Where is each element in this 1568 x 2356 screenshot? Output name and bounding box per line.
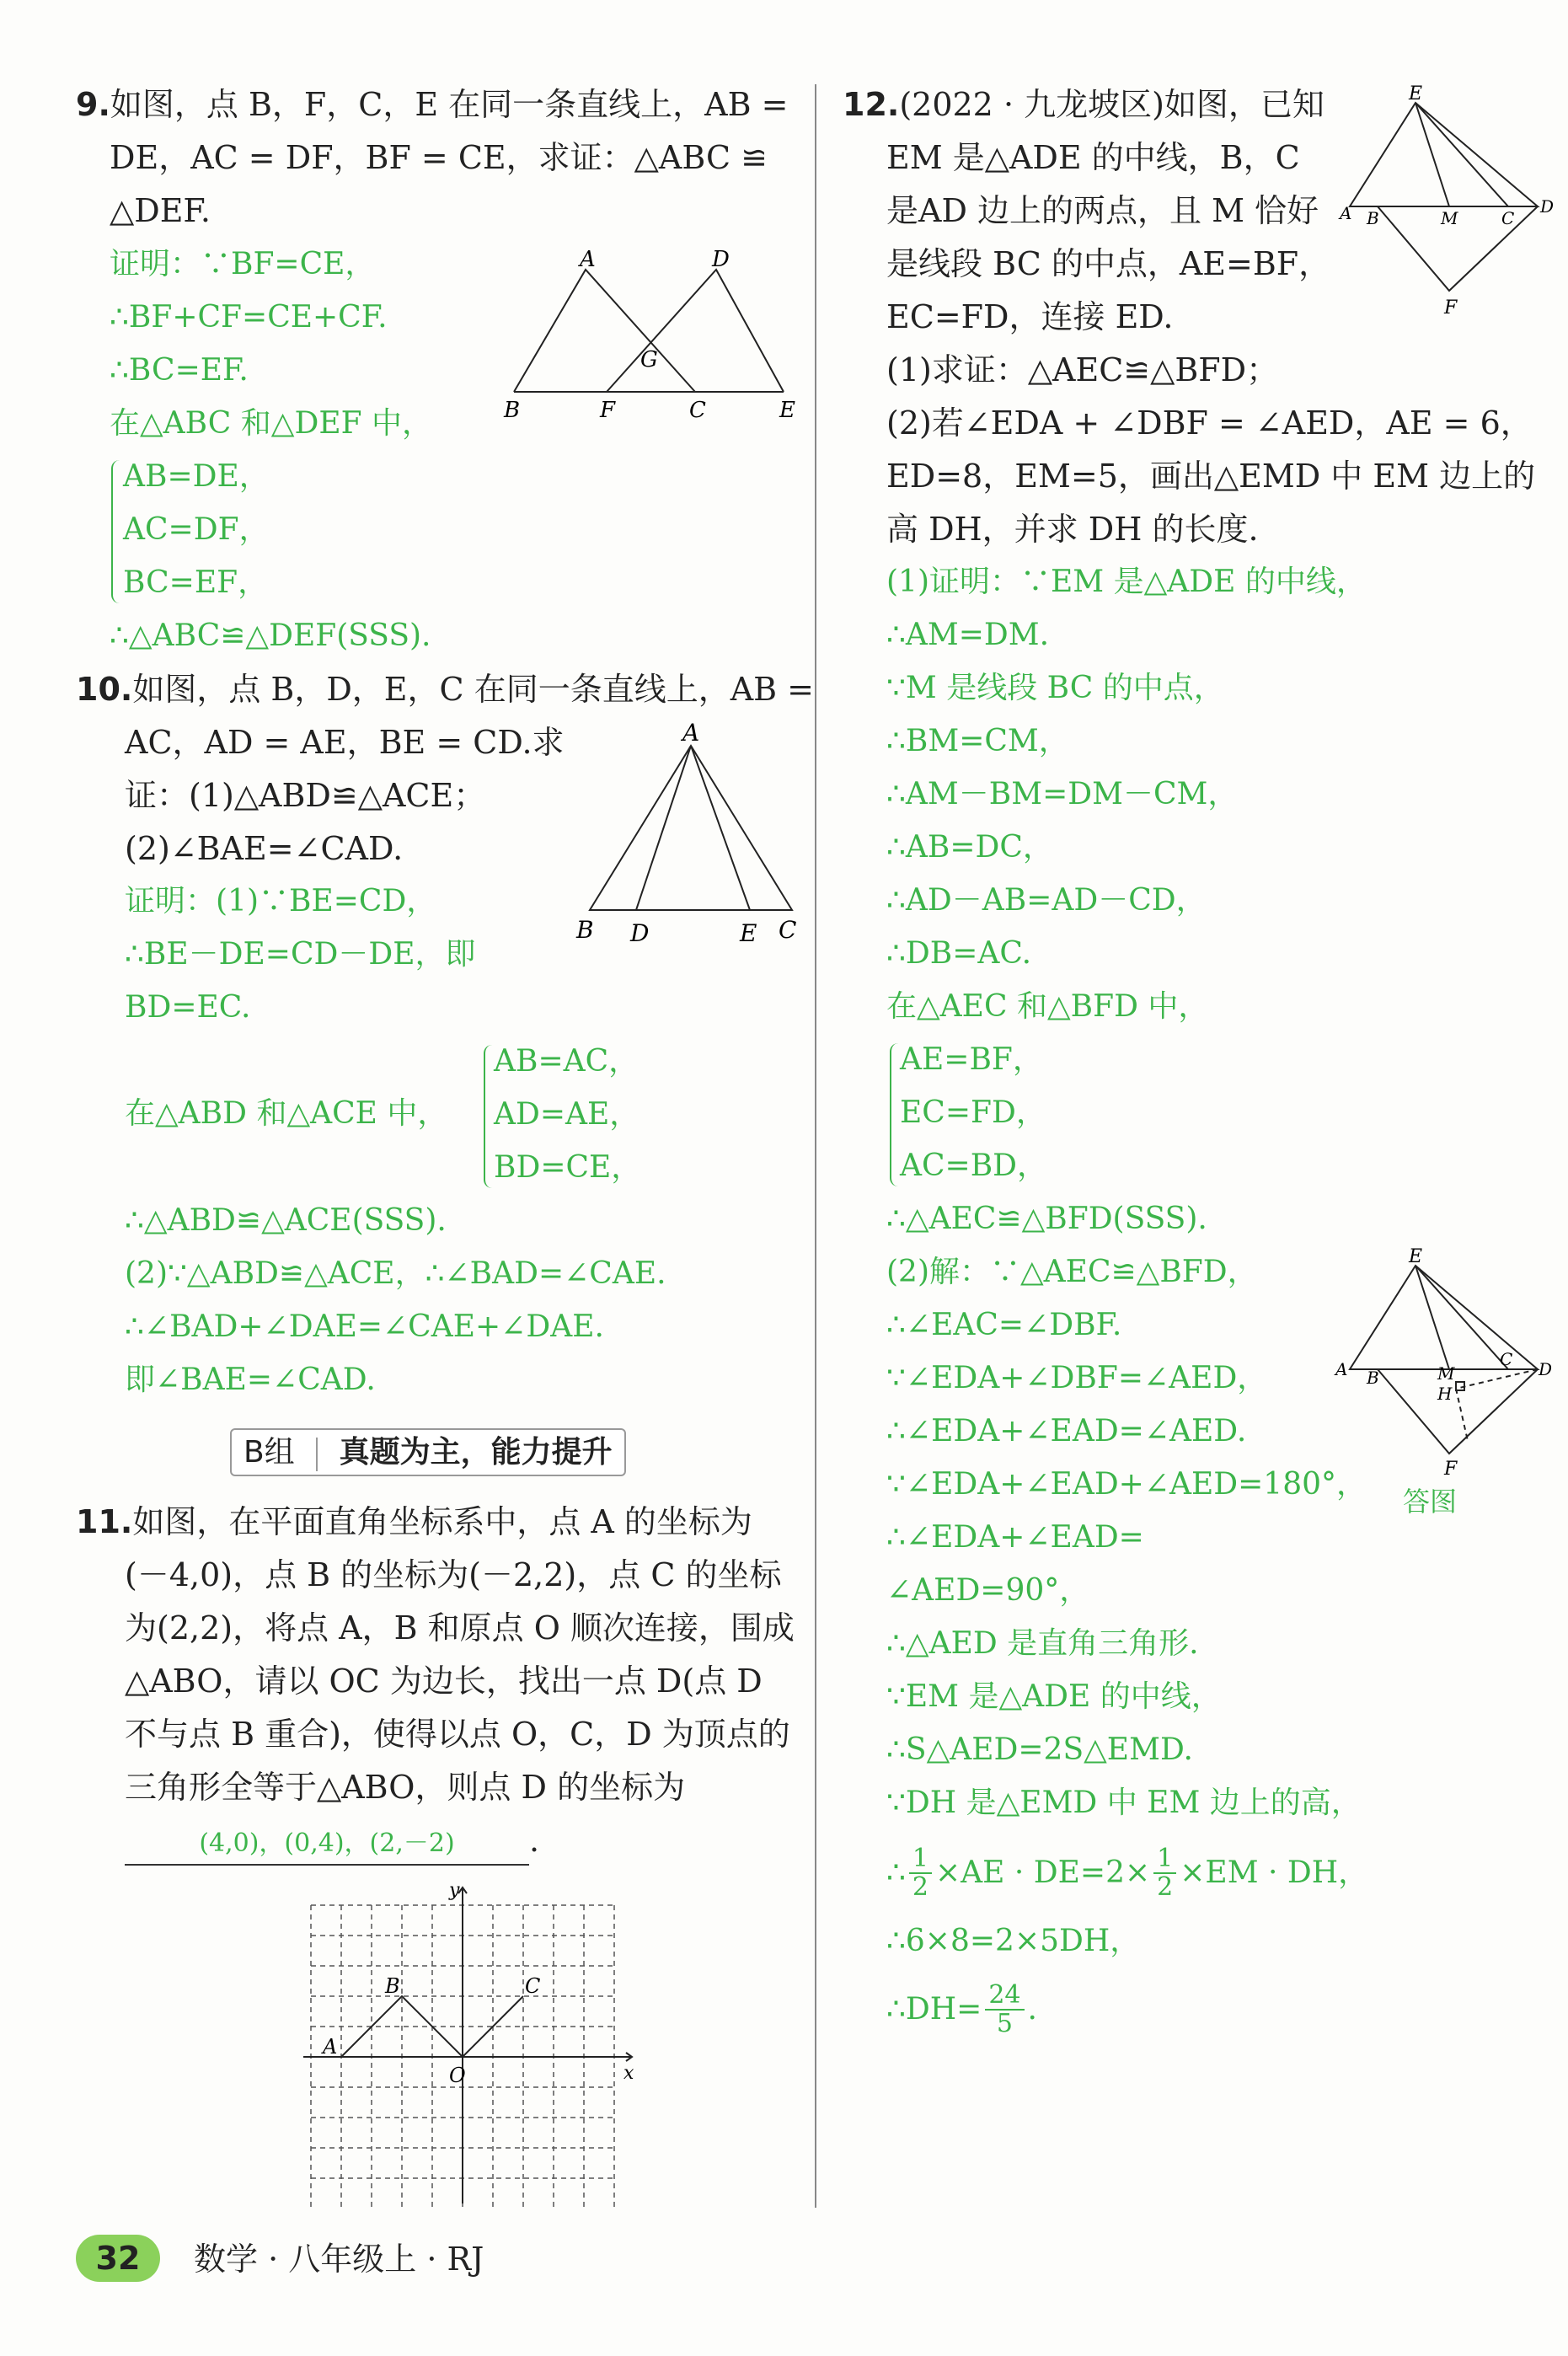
q10-label-b: B xyxy=(576,916,594,944)
q12-ans-label-a: A xyxy=(1335,1359,1348,1379)
q10-answer-7: BD=CE， xyxy=(494,1150,642,1185)
q11-label-a: A xyxy=(323,2035,338,2059)
q12-label-f: F xyxy=(1444,297,1458,319)
group-title: 真题为主，能力提升 xyxy=(339,1434,613,1470)
q11-line-1: 11.如图，在平面直角坐标系中，点 A 的坐标为 xyxy=(76,1503,752,1540)
q10-label-d: D xyxy=(630,919,650,947)
group-b-banner xyxy=(230,1428,626,1476)
q10-line-2: AC，AD = AE，BE = CD.求 xyxy=(125,724,565,761)
q10-label-c: C xyxy=(779,916,797,944)
q12-ans-label-d: D xyxy=(1539,1359,1553,1379)
q12-line-6: (1)求证：△AEC≌△BFD； xyxy=(886,351,1279,388)
column-divider xyxy=(815,84,816,2208)
q12-answer-12: AC=BD， xyxy=(900,1149,1048,1183)
q12-answer-18: ∵∠EDA+∠EAD+∠AED=180°， xyxy=(886,1467,1367,1502)
page-number-badge: 32 xyxy=(76,2235,160,2282)
q12-answer-8: ∴DB=AC. xyxy=(886,936,1032,971)
q11-label-x: x xyxy=(623,2063,634,2084)
q9-answer-7: BC=EF， xyxy=(123,565,269,600)
q9-label-d: D xyxy=(712,247,730,272)
q12-line-3: 是AD 边上的两点，且 M 恰好 xyxy=(886,192,1319,229)
q12-line-4: 是线段 BC 的中点，AE=BF， xyxy=(886,245,1331,282)
q12-fraction-half-1: $\frac{1}{2}$ xyxy=(909,1845,932,1901)
q11-answer-blank: (4,0)，(0,4)，(2,－2) xyxy=(125,1823,529,1866)
q10-answer-10: ∴∠BAD+∠DAE=∠CAE+∠DAE. xyxy=(125,1309,604,1344)
q12-answer-6: ∴AB=DC， xyxy=(886,830,1053,865)
q12-answer-16: ∵∠EDA+∠DBF=∠AED， xyxy=(886,1361,1268,1395)
q12-line-9: 高 DH，并求 DH 的长度. xyxy=(886,511,1259,548)
q10-answer-4: 在△ABD 和△ACE 中， xyxy=(125,1096,448,1131)
q10-answer-5: AB=AC， xyxy=(494,1044,640,1079)
q12-line-5: EC=FD，连接 ED. xyxy=(886,298,1174,335)
q9-answer-8: ∴△ABC≌△DEF(SSS). xyxy=(110,618,431,653)
q9-answer-2: ∴BF+CF=CE+CF. xyxy=(110,300,388,335)
q12-answer-7: ∴AD－AB=AD－CD， xyxy=(886,883,1207,918)
q10-line-1: 10.如图，点 B，D，E，C 在同一条直线上，AB = xyxy=(76,671,814,708)
q10-answer-8: ∴△ABD≌△ACE(SSS). xyxy=(125,1203,447,1238)
q9-answer-3: ∴BC=EF. xyxy=(110,353,249,388)
q9-label-c: C xyxy=(689,398,706,423)
q12-figure xyxy=(1340,83,1555,320)
q12-ans-label-c: C xyxy=(1500,1349,1513,1369)
q12-answer-20: ∠AED=90°， xyxy=(886,1573,1090,1608)
q9-line-1: 9.如图，点 B，F，C，E 在同一条直线上，AB = xyxy=(76,86,789,123)
q9-answer-4: 在△ABC 和△DEF 中， xyxy=(110,406,433,441)
q11-answer-line: (4,0)，(0,4)，(2,－2) . xyxy=(125,1820,539,1866)
q11-label-y: y xyxy=(449,1880,460,1901)
q11-label-b: B xyxy=(385,1974,400,1998)
q12-line-7: (2)若∠EDA + ∠DBF = ∠AED，AE = 6， xyxy=(886,404,1533,442)
q12-answer-14: (2)解：∵△AEC≌△BFD， xyxy=(886,1255,1258,1289)
q10-line-3: 证：(1)△ABD≌△ACE； xyxy=(125,777,486,814)
q10-answer-6: AD=AE， xyxy=(494,1097,640,1132)
q12-number: 12. xyxy=(843,86,900,123)
q12-ans-label-m: M xyxy=(1437,1363,1455,1384)
q12-answer-2: ∴AM=DM. xyxy=(886,618,1050,652)
q11-line-5: 不与点 B 重合)，使得以点 O，C，D 为顶点的 xyxy=(125,1716,790,1753)
q9-brace xyxy=(111,460,121,603)
q12-answer-24: ∵DH 是△EMD 中 EM 边上的高， xyxy=(886,1786,1362,1820)
q9-number: 9. xyxy=(76,86,110,123)
q12-label-c: C xyxy=(1501,208,1515,228)
q12-line-1: 12.(2022 · 九龙坡区)如图，已知 xyxy=(843,86,1325,123)
q12-fraction-dh: $\frac{24}{5}$ xyxy=(985,1982,1024,2037)
q10-answer-9: (2)∵△ABD≌△ACE，∴∠BAD=∠CAE. xyxy=(125,1256,666,1291)
q9-label-a: A xyxy=(580,247,596,272)
q12-answer-figure xyxy=(1331,1246,1553,1500)
q11-line-2: (－4,0)，点 B 的坐标为(－2,2)，点 C 的坐标 xyxy=(125,1556,782,1593)
q12-answer-25: ∴ $\frac{1}{2}$ ×AE · DE=2× $\frac{1}{2}$ ×EM · DH， xyxy=(886,1844,1369,1902)
q10-brace xyxy=(484,1045,494,1188)
q11-coordinate-grid xyxy=(299,1875,636,2212)
q9-answer-6: AC=DF， xyxy=(123,512,270,547)
q9-answer-5: AB=DE， xyxy=(123,459,270,494)
q12-answer-27: ∴DH= $\frac{24}{5}$ . xyxy=(886,1980,1037,2038)
q12-brace xyxy=(890,1043,900,1186)
q9-label-e: E xyxy=(779,398,795,423)
q9-label-f: F xyxy=(600,398,616,423)
q12-figure-caption: 答图 xyxy=(1403,1486,1458,1518)
q12-answer-1: (1)证明：∵EM 是△ADE 的中线， xyxy=(886,565,1367,599)
q10-figure xyxy=(565,720,800,948)
q10-answer-1: 证明：(1)∵BE=CD， xyxy=(125,884,437,918)
q12-label-m: M xyxy=(1441,208,1458,228)
q9-label-b: B xyxy=(504,398,521,423)
q12-ans-label-b: B xyxy=(1367,1368,1379,1388)
q12-answer-17: ∴∠EDA+∠EAD=∠AED. xyxy=(886,1414,1247,1448)
q12-label-a: A xyxy=(1340,203,1352,223)
q10-label-e: E xyxy=(740,919,757,947)
q11-number: 11. xyxy=(76,1503,133,1540)
q10-label-a: A xyxy=(682,719,700,747)
q12-ans-label-e: E xyxy=(1409,1246,1423,1267)
q11-line-4: △ABO，请以 OC 为边长，找出一点 D(点 D xyxy=(125,1663,763,1700)
q12-answer-19: ∴∠EDA+∠EAD= xyxy=(886,1520,1144,1555)
q10-answer-11: 即∠BAE=∠CAD. xyxy=(125,1363,376,1397)
q12-answer-21: ∴△AED 是直角三角形. xyxy=(886,1626,1199,1661)
q12-label-d: D xyxy=(1540,196,1555,217)
q12-answer-26: ∴6×8=2×5DH， xyxy=(886,1924,1141,1958)
q9-line-2: DE，AC = DF，BF = CE，求证：△ABC ≌ xyxy=(110,139,768,176)
q12-answer-11: EC=FD， xyxy=(900,1095,1046,1130)
q11-label-c: C xyxy=(525,1974,541,1998)
q11-line-6: 三角形全等于△ABO，则点 D 的坐标为 xyxy=(125,1769,686,1806)
q12-line-8: ED=8，EM=5，画出△EMD 中 EM 边上的 xyxy=(886,458,1536,495)
q9-line-3: △DEF. xyxy=(110,192,211,229)
q12-line-2: EM 是△ADE 的中线，B，C xyxy=(886,139,1300,176)
q9-figure xyxy=(497,244,800,430)
q9-answer-1: 证明：∵BF=CE， xyxy=(110,247,376,281)
q9-label-g: G xyxy=(640,347,658,372)
q10-number: 10. xyxy=(76,671,133,708)
q12-answer-13: ∴△AEC≌△BFD(SSS). xyxy=(886,1202,1207,1236)
q10-answer-3: BD=EC. xyxy=(125,990,251,1025)
q12-label-e: E xyxy=(1409,83,1423,104)
q12-answer-22: ∵EM 是△ADE 的中线， xyxy=(886,1679,1222,1714)
q12-ans-label-f: F xyxy=(1444,1459,1458,1480)
q12-answer-5: ∴AM－BM=DM－CM， xyxy=(886,777,1239,811)
q12-answer-3: ∵M 是线段 BC 的中点， xyxy=(886,671,1224,705)
q12-answer-15: ∴∠EAC=∠DBF. xyxy=(886,1308,1122,1342)
q11-line-3: 为(2,2)，将点 A，B 和原点 O 顺次连接，围成 xyxy=(125,1609,795,1647)
q12-ans-label-h: H xyxy=(1437,1384,1453,1404)
q12-answer-10: AE=BF， xyxy=(900,1042,1043,1077)
footer-book-title: 数学 · 八年级上 · RJ xyxy=(194,2241,484,2278)
q12-answer-23: ∴S△AED=2S△EMD. xyxy=(886,1732,1193,1767)
q12-fraction-half-2: $\frac{1}{2}$ xyxy=(1153,1845,1176,1901)
q11-label-o: O xyxy=(449,2064,466,2087)
q12-label-b: B xyxy=(1367,208,1379,228)
q10-line-4: (2)∠BAE=∠CAD. xyxy=(125,830,404,867)
q10-answer-2: ∴BE－DE=CD－DE，即 xyxy=(125,937,476,972)
q12-answer-9: 在△AEC 和△BFD 中， xyxy=(886,989,1209,1024)
group-tag: B组 xyxy=(243,1435,295,1470)
q12-answer-4: ∴BM=CM， xyxy=(886,724,1069,758)
